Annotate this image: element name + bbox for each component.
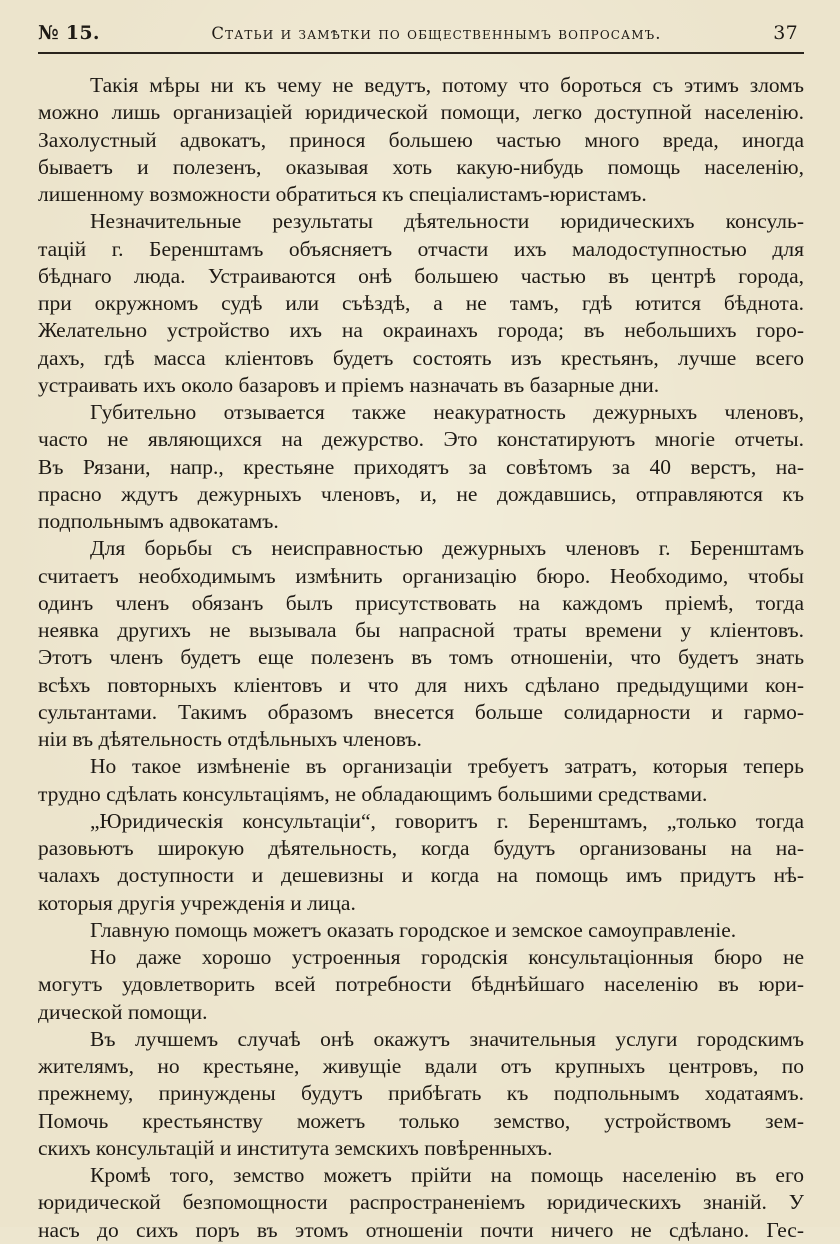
- text-line: устраивать ихъ около базаровъ и пріемъ назначать въ базарные дни.: [38, 372, 660, 397]
- paragraph: [38, 1162, 804, 1244]
- text-line: Желательно устройство ихъ на окраинахъ города; въ небольшихъ горо-: [38, 318, 804, 343]
- text-line: Губительно отзывается также неакуратность дежурныхъ членовъ,: [90, 400, 804, 424]
- running-header: [38, 22, 804, 44]
- text-line: Но такое измѣненіе въ организаціи требуетъ затратъ, которыя теперь: [90, 754, 804, 779]
- text-line: Такія мѣры ни къ чему не ведутъ, потому что бороться съ этимъ зломъ: [90, 73, 804, 97]
- text-line: тацій г. Беренштамъ объясняетъ отчасти ихъ малодоступностью для: [38, 236, 804, 261]
- text-line: бываетъ и полезенъ, оказывая хоть какую-нибудь помощь населенію,: [38, 154, 804, 179]
- paragraph: [38, 753, 804, 808]
- text-line: Незначительные результаты дѣятельности юридическихъ консуль-: [90, 209, 804, 234]
- text-line: могутъ удовлетворить всей потребности бѣднѣйшаго населенію въ юри-: [38, 972, 804, 997]
- paragraph: [38, 917, 804, 944]
- text-line: считаетъ необходимымъ измѣнить организацію бюро. Необходимо, чтобы: [38, 563, 804, 588]
- paragraph: [38, 208, 804, 399]
- paragraph: [38, 808, 804, 917]
- text-line: юридической безпомощности распространеніемъ юридическихъ знаній. У: [38, 1190, 804, 1215]
- text-line: одинъ членъ обязанъ былъ присутствовать на каждомъ пріемѣ, тогда: [38, 590, 804, 615]
- text-line: скихъ консультацій и института земскихъ повѣренныхъ.: [38, 1135, 553, 1160]
- header-rule: [38, 52, 804, 54]
- text-line: Въ Рязани, напр., крестьяне приходятъ за совѣтомъ за 40 верстъ, на-: [38, 454, 804, 479]
- text-line: чалахъ доступности и дешевизны и когда на помощь имъ придутъ нѣ-: [38, 863, 804, 888]
- paragraph: [38, 535, 804, 753]
- text-line: дахъ, гдѣ масса кліентовъ будетъ состоять изъ крестьянъ, лучше всего: [38, 345, 804, 370]
- text-line: бѣднаго люда. Устраиваются онѣ большею частью въ центрѣ города,: [38, 263, 804, 288]
- text-line: Для борьбы съ неисправностью дежурныхъ членовъ г. Беренштамъ: [90, 536, 804, 561]
- text-line: при окружномъ судѣ или съѣздѣ, а не тамъ, гдѣ ютится бѣднота.: [38, 291, 804, 315]
- paragraph: [38, 944, 804, 1026]
- text-line: дической помощи.: [38, 999, 208, 1024]
- text-line: неявка другихъ не вызывала бы напрасной траты времени у кліентовъ.: [38, 618, 804, 642]
- text-line: которыя другія учрежденія и лица.: [38, 890, 356, 915]
- text-line: Кромѣ того, земство можетъ прійти на помощь населенію въ его: [90, 1163, 804, 1187]
- text-line: можно лишь организаціей юридической помощи, легко доступной населенію.: [38, 100, 804, 125]
- text-line: жителямъ, но крестьяне, живущіе вдали отъ крупныхъ центровъ, по: [38, 1054, 804, 1078]
- text-line: часто не являющихся на дежурство. Это констатируютъ многіе отчеты.: [38, 427, 804, 452]
- text-line: Но даже хорошо устроенныя городскія консультаціонныя бюро не: [90, 945, 804, 969]
- page-number: 37: [773, 22, 798, 44]
- text-line: лишенному возможности обратиться къ спеціалистамъ-юристамъ.: [38, 182, 647, 206]
- text-line: „Юридическія консультаціи“, говоритъ г. Беренштамъ, „только тогда: [90, 808, 804, 833]
- text-line: трудно сдѣлать консультаціямъ, не обладающимъ большими средствами.: [38, 781, 708, 806]
- article-body: [38, 72, 804, 1244]
- section-title: Статьи и замѣтки по общественнымъ вопросамъ.: [211, 24, 662, 43]
- paragraph: [38, 72, 804, 208]
- issue-number: № 15.: [38, 22, 100, 44]
- text-line: Этотъ членъ будетъ еще полезенъ въ томъ отношеніи, что будетъ знать: [38, 645, 804, 670]
- text-line: ніи въ дѣятельность отдѣльныхъ членовъ.: [38, 727, 422, 751]
- text-line: всѣхъ повторныхъ кліентовъ и что для нихъ сдѣлано предыдущими кон-: [38, 672, 804, 697]
- text-line: Главную помощь можетъ оказать городское и земское самоуправленіе.: [90, 917, 737, 942]
- paragraph: [38, 1026, 804, 1162]
- text-line: Помочь крестьянству можетъ только земство, устройствомъ зем-: [38, 1108, 804, 1133]
- text-line: разовьютъ широкую дѣятельность, когда будутъ организованы на на-: [38, 836, 804, 860]
- text-line: насъ до сихъ поръ въ этомъ отношеніи почти ничего не сдѣлано. Гес-: [38, 1217, 804, 1242]
- paragraph: [38, 399, 804, 535]
- text-line: прежнему, принуждены будутъ прибѣгать къ подпольнымъ ходатаямъ.: [38, 1081, 804, 1106]
- text-line: сультантами. Такимъ образомъ внесется больше солидарности и гармо-: [38, 699, 804, 724]
- text-line: Захолустный адвокатъ, принося большею частью много вреда, иногда: [38, 127, 804, 152]
- text-line: подпольнымъ адвокатамъ.: [38, 509, 279, 533]
- text-line: прасно ждутъ дежурныхъ членовъ, и, не дождавшись, отправляются къ: [38, 481, 804, 506]
- text-line: Въ лучшемъ случаѣ онѣ окажутъ значительныя услуги городскимъ: [90, 1026, 804, 1051]
